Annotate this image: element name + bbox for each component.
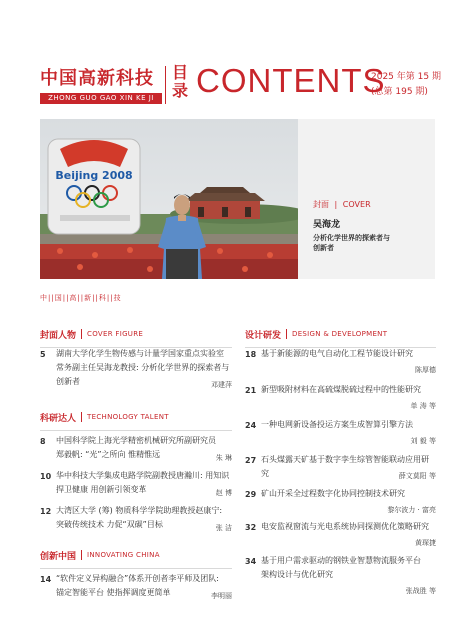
toc-entry[interactable] [245, 350, 436, 376]
mulu-label: 目录 [172, 63, 189, 100]
brand-strip: 中||国||高||新||科||技 [40, 294, 122, 302]
cover-label-en: COVER [342, 200, 371, 209]
toc-entry[interactable] [40, 472, 232, 502]
section-title-cn: 封面人物 [40, 330, 77, 341]
entry-title [56, 469, 229, 497]
toc-entry[interactable] [245, 523, 436, 549]
page-number: 32 [245, 523, 257, 532]
entry-title-line: 基于用户需求驱动的钢铁业智慧物流服务平台 [261, 556, 421, 565]
section-title-cn: 科研达人 [40, 413, 77, 424]
toc-entry[interactable] [40, 507, 232, 537]
cover-desc-line: 分析化学世界的探索者与 [313, 234, 390, 242]
page-number: 24 [245, 421, 257, 430]
page-number: 27 [245, 456, 257, 465]
cover-info-panel [298, 119, 435, 279]
magazine-logo: 中国高新科技 [40, 68, 154, 89]
contents-title: CONTENTS [196, 62, 386, 99]
issue-info [371, 70, 441, 100]
entry-title [56, 347, 229, 389]
cover-desc-line: 创新者 [313, 244, 334, 252]
issue-total: (总第 195 期) [371, 87, 428, 97]
entry-title-line: 郑毅帆: “光”之所向 惟精惟远 [56, 450, 161, 459]
section-cover-figure [40, 328, 232, 348]
entry-author: 刘 毅 等 [410, 437, 436, 445]
page-number: 18 [245, 350, 257, 359]
toc-entry[interactable] [40, 350, 232, 398]
entry-title-line: 基于新能源的电气自动化工程节能设计研究 [261, 349, 413, 358]
page-number: 21 [245, 386, 257, 395]
toc-entry[interactable] [245, 421, 436, 447]
olympic-banner-text: Beijing 2008 [55, 169, 133, 182]
entry-title [261, 487, 405, 501]
cover-photo [40, 119, 298, 279]
cover-label: 封面 | COVER [313, 200, 371, 209]
entry-author: 张 洁 [215, 524, 232, 532]
entry-title-line: 华中科技大学集成电路学院副教授唐瀚川: 用知识 [56, 471, 230, 480]
section-tech-talent [40, 411, 232, 431]
section-innovating-china [40, 549, 232, 569]
toc-entry[interactable] [245, 557, 436, 597]
entry-title-line: “软件定义异构融合”体系开创者李平师及团队: [56, 574, 219, 583]
page-number: 14 [40, 575, 52, 584]
entry-title-line: 湖南大学化学生物传感与计量学国家重点实验室 [56, 349, 224, 358]
section-title-en: DESIGN & DEVELOPMENT [292, 330, 388, 338]
section-title-en: COVER FIGURE [87, 330, 144, 338]
page-number: 12 [40, 507, 52, 516]
entry-title-line: 捍卫健康 用创新引领变革 [56, 485, 147, 494]
page-number: 29 [245, 490, 257, 499]
entry-author: 李明丽 [211, 592, 232, 600]
entry-author: 黎尔波力 · 富亮 [387, 506, 436, 514]
entry-title [261, 347, 413, 361]
cover-person-description [313, 233, 431, 253]
entry-author: 黄琛捷 [415, 539, 436, 547]
entry-title [56, 504, 222, 532]
magazine-logo-pinyin: ZHONG GUO GAO XIN KE JI [40, 93, 162, 104]
entry-author: 邓建萍 [211, 381, 232, 389]
entry-title-line: 架构设计与优化研究 [261, 570, 333, 579]
toc-entry[interactable] [245, 490, 436, 516]
cover-photo-illustration [40, 119, 298, 279]
page-number: 8 [40, 437, 46, 446]
entry-title [261, 383, 421, 397]
section-title-cn: 创新中国 [40, 551, 77, 562]
entry-author: 薛文莫阳 等 [398, 472, 436, 480]
section-divider [286, 329, 287, 339]
entry-title [261, 418, 413, 432]
header-divider [165, 66, 166, 104]
entry-title-line: 创新者 [56, 377, 80, 386]
section-title-en: INNOVATING CHINA [87, 551, 160, 559]
entry-title-line: 矿山开采全过程数字化协同控制技术研究 [261, 489, 405, 498]
cover-person-name: 吴海龙 [313, 220, 341, 230]
section-design-development [245, 328, 436, 348]
entry-author: 张战胜 等 [405, 587, 436, 595]
entry-author: 陈厚德 [415, 366, 436, 374]
toc-entry[interactable] [245, 386, 436, 412]
entry-title [261, 520, 429, 534]
section-title-cn: 设计研发 [245, 330, 282, 341]
section-rule [40, 430, 232, 431]
entry-title-line: 常务副主任吴海龙教授: 分析化学世界的探索者与 [56, 363, 230, 372]
entry-title-line: 新型吸附材料在高硫煤脱硫过程中的性能研究 [261, 385, 421, 394]
entry-author: 赵 博 [215, 489, 232, 497]
entry-title [261, 554, 421, 582]
entry-title-line: 突破传统技术 力促“双碳”目标 [56, 520, 163, 529]
cover-label-cn: 封面 [313, 200, 329, 209]
page-number: 34 [245, 557, 257, 566]
entry-title-line: 锚定智能平台 使指挥调度更简单 [56, 588, 171, 597]
entry-title [56, 572, 219, 600]
toc-entry[interactable] [40, 437, 232, 467]
entry-title-line: 一种电网新设备投运方案生成智算引擎方法 [261, 420, 413, 429]
entry-author: 朱 琳 [215, 454, 232, 462]
toc-entry[interactable] [245, 456, 436, 482]
page-number: 10 [40, 472, 52, 481]
issue-number: 2025 年第 15 期 [371, 72, 441, 82]
entry-title-line: 电安监视窗流与光电系统协同探测优化策略研究 [261, 522, 429, 531]
entry-title-line: 石头煤露天矿基于数字孪生综管智能联动应用研究 [261, 455, 429, 478]
section-divider [81, 329, 82, 339]
entry-author: 单 涛 等 [410, 402, 436, 410]
toc-entry[interactable] [40, 575, 232, 605]
entry-title-line: 大湾区大学 (筹) 物质科学学院助理教授赵康宁: [56, 506, 223, 515]
page-number: 5 [40, 350, 46, 359]
section-divider [81, 550, 82, 560]
section-rule [40, 568, 232, 569]
section-title-en: TECHNOLOGY TALENT [87, 413, 169, 421]
entry-title [56, 434, 216, 462]
section-divider [81, 412, 82, 422]
entry-title-line: 中国科学院上海光学精密机械研究所副研究员 [56, 436, 216, 445]
